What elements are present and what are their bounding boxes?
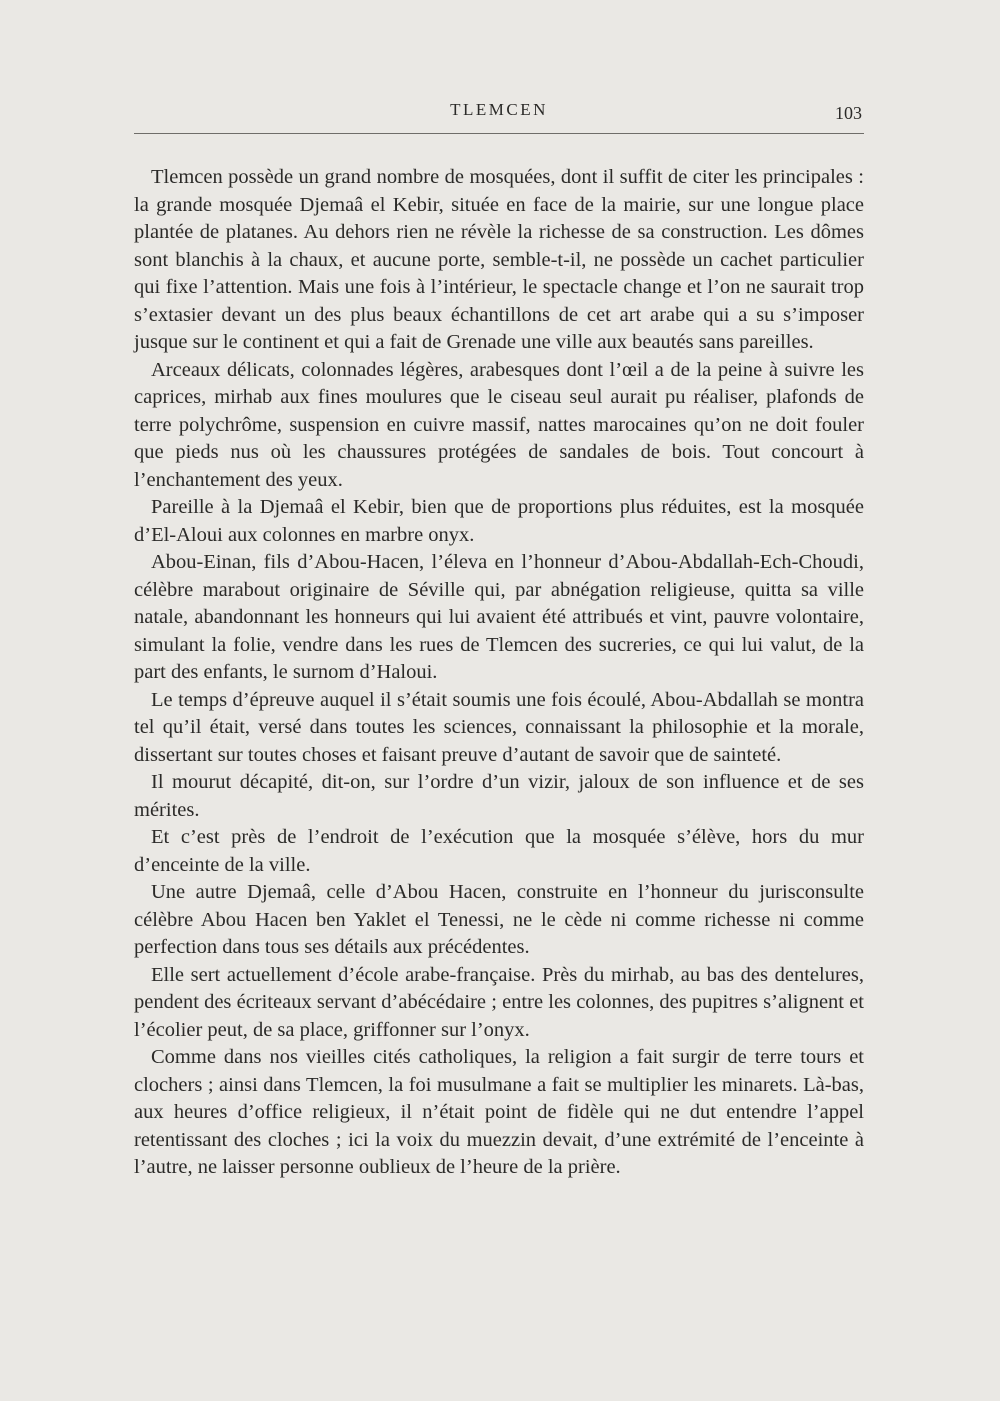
paragraph: Abou-Einan, fils d’Abou-Hacen, l’éleva en l’honneur d’Abou-Abdallah-Ech-Choudi, célèbre marabout originaire de Séville qui, par abnégation religieuse, quitta sa ville natale, abandonnant les honneurs qui lui avaient été attribués et vint, pauvre volontaire, simulant la folie, vendre dans les rues de Tlemcen des sucreries, ce qui lui valut, de la part des enfants, le surnom d’Haloui.: [134, 551, 864, 683]
paragraph: Tlemcen possède un grand nombre de mosquées, dont il suffit de citer les principales : la grande mosquée Djemaâ el Kebir, située en face de la mairie, sur une longue place plantée de platanes. Au dehors rien ne révèle la richesse de sa construction. Les dômes sont blanchis à la chaux, et aucune porte, semble-t-il, ne possède un cachet particulier qui fixe l’attention. Mais une fois à l’intérieur, le spectacle change et l’on ne saurait trop s’extasier devant un des plus beaux échantillons de cet art arabe qui a su s’imposer jusque sur le continent et qui a fait de Grenade une ville aux beautés sans pareilles.: [134, 166, 864, 353]
body-text: [134, 164, 864, 1182]
paragraph: Il mourut décapité, dit-on, sur l’ordre d’un vizir, jaloux de son influence et de ses mérites.: [134, 771, 864, 821]
paragraph: Et c’est près de l’endroit de l’exécution que la mosquée s’élève, hors du mur d’enceinte de la ville.: [134, 826, 864, 876]
paragraph: Elle sert actuellement d’école arabe-française. Près du mirhab, au bas des dentelures, pendent des écriteaux servant d’abécédaire ; entre les colonnes, des pupitres s’alignent et l’écolier peut, de sa place, griffonner sur l’onyx.: [134, 963, 864, 1041]
paragraph: Le temps d’épreuve auquel il s’était soumis une fois écoulé, Abou-Abdallah se montra tel qu’il était, versé dans toutes les sciences, connaissant la philosophie et la morale, dissertant sur toutes choses et faisant preuve d’autant de savoir que de sainteté.: [134, 688, 864, 766]
header-rule: [134, 133, 864, 134]
running-title: TLEMCEN: [450, 100, 548, 119]
paragraph: Arceaux délicats, colonnades légères, arabesques dont l’œil a de la peine à suivre les caprices, mirhab aux fines moulures que le ciseau seul aurait pu réaliser, plafonds de terre polychrôme, suspension en cuivre massif, nattes marocaines qu’on ne doit fouler que pieds nus où les chaussures protégées de sandales de bois. Tout concourt à l’enchantement des yeux.: [134, 358, 864, 491]
paragraph: Comme dans nos vieilles cités catholiques, la religion a fait surgir de terre tours et clochers ; ainsi dans Tlemcen, la foi musulmane a fait se multiplier les minarets. Là-bas, aux heures d’office religieux, il n’était point de fidèle qui ne dut entendre l’appel retentissant des cloches ; ici la voix du muezzin devait, d’une extrémité de l’enceinte à l’autre, ne laisser personne oublieux de l’heure de la prière.: [134, 1046, 864, 1178]
paragraph: Pareille à la Djemaâ el Kebir, bien que de proportions plus réduites, est la mosquée d’El-Aloui aux colonnes en marbre onyx.: [134, 496, 864, 546]
running-head: [134, 98, 864, 138]
paragraph: Une autre Djemaâ, celle d’Abou Hacen, construite en l’honneur du jurisconsulte célèbre Abou Hacen ben Yaklet el Tenessi, ne le cède ni comme richesse ni comme perfection dans tous ses détails aux précédentes.: [134, 881, 864, 958]
page-number: 103: [835, 103, 862, 123]
